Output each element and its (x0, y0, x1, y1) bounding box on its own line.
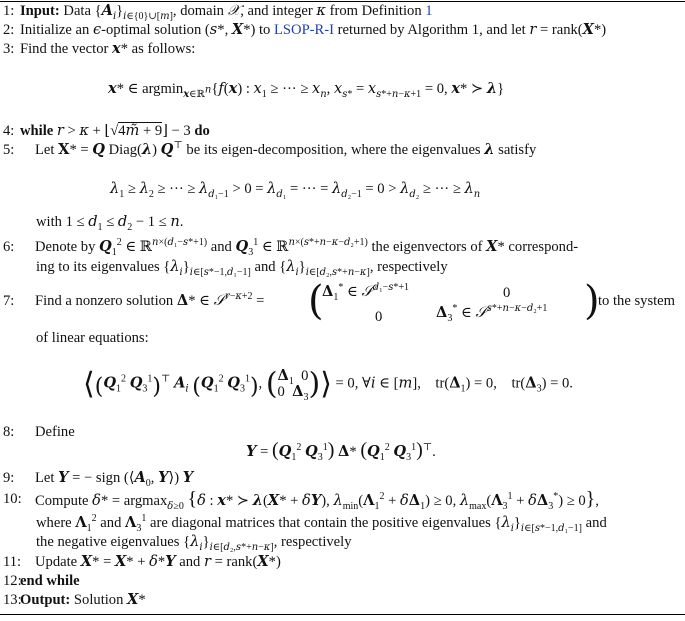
line-number: 2: (3, 22, 15, 38)
input-label: Input: (20, 3, 60, 19)
algorithm-line-10-continued-1: where $\Lambda_1^2$ and $\Lambda_3^1$ are diagonal matrices that contain the positive eigenvalues $\{\lambda_i\}_{i\in[s*-1,d_1-1]}$ and (36, 513, 607, 534)
algorithm-line-5-continued: with $1 \le d_1 \le d_2 - 1 \le n$. (36, 213, 184, 233)
while-keyword: while (20, 123, 54, 139)
lsop-r-i-link[interactable]: LSOP-R-I (274, 22, 334, 38)
line-number: 13: (3, 592, 22, 608)
define-text: Define (35, 424, 75, 440)
line-number: 10: (3, 491, 22, 507)
line-number: 12: (3, 573, 22, 589)
equation-linear-system: $⟨(Q_1^2$ $Q_3^1)^⊤$ $A_i$ ($Q_1^2$ $Q_3^1$), ($\Delta_1$ 0 0 $\Delta_3)⟩ = 0$, ∀i ∈ [m], $tr(\Delta_1) = 0$, $tr(\Delta_3) = 0$. (83, 366, 573, 403)
line-number: 6: (3, 239, 15, 255)
algorithm-line-6-continued: ing to its eigenvalues $\{\lambda_i\}_{i\in[s*-1,d_1-1]}$ and $\{\lambda_i\}_{i\in[d_2,s*+n-\kappa]}$, respectively (36, 258, 448, 278)
equation-define-y: $Y = (Q_1^2$ $Q_3^1$) Δ* ($Q_1^2$ $Q_3^1)^⊤$. (246, 439, 436, 463)
line-number: 5: (3, 142, 15, 158)
do-keyword: do (194, 123, 210, 139)
line-number: 7: (3, 293, 15, 309)
algorithm-line-10-continued-2: the negative eigenvalues $\{\lambda_i\}_{i\in[d_2,s*+n-\kappa]}$, respectively (36, 533, 352, 553)
line-number: 9: (3, 470, 15, 486)
algorithm-line-7-continued: of linear equations: (36, 330, 149, 346)
line-number: 11: (3, 554, 22, 570)
equation-find-x: x* ∈ argmin$_{x\in ℝ^n}${f(x) : $x_1$ ≥ ··· ≥ $x_n$, $x_{s*} = x_{s*+n-\kappa+1} = 0$, x* ≻ λ} (108, 80, 505, 100)
line-number: 1: (3, 3, 15, 19)
equation-eigenvalue-order: $\lambda_1 \ge \lambda_2$ ≥ ··· ≥ $\lambda_{d_1-1} > 0 = \lambda_{d_1}$ = ··· = $\lambda_{d_2-1} = 0 > \lambda_{d_2}$ ≥ ··· ≥ $\lambda_n$ (110, 180, 481, 200)
line-number: 4: (3, 123, 15, 139)
bottom-rule (0, 614, 685, 615)
end-while-keyword: end while (20, 573, 80, 589)
definition-reference-link[interactable]: 1 (425, 3, 433, 19)
line-number: 3: (3, 41, 15, 57)
line-number: 8: (3, 424, 15, 440)
output-label: Output: (20, 592, 71, 608)
